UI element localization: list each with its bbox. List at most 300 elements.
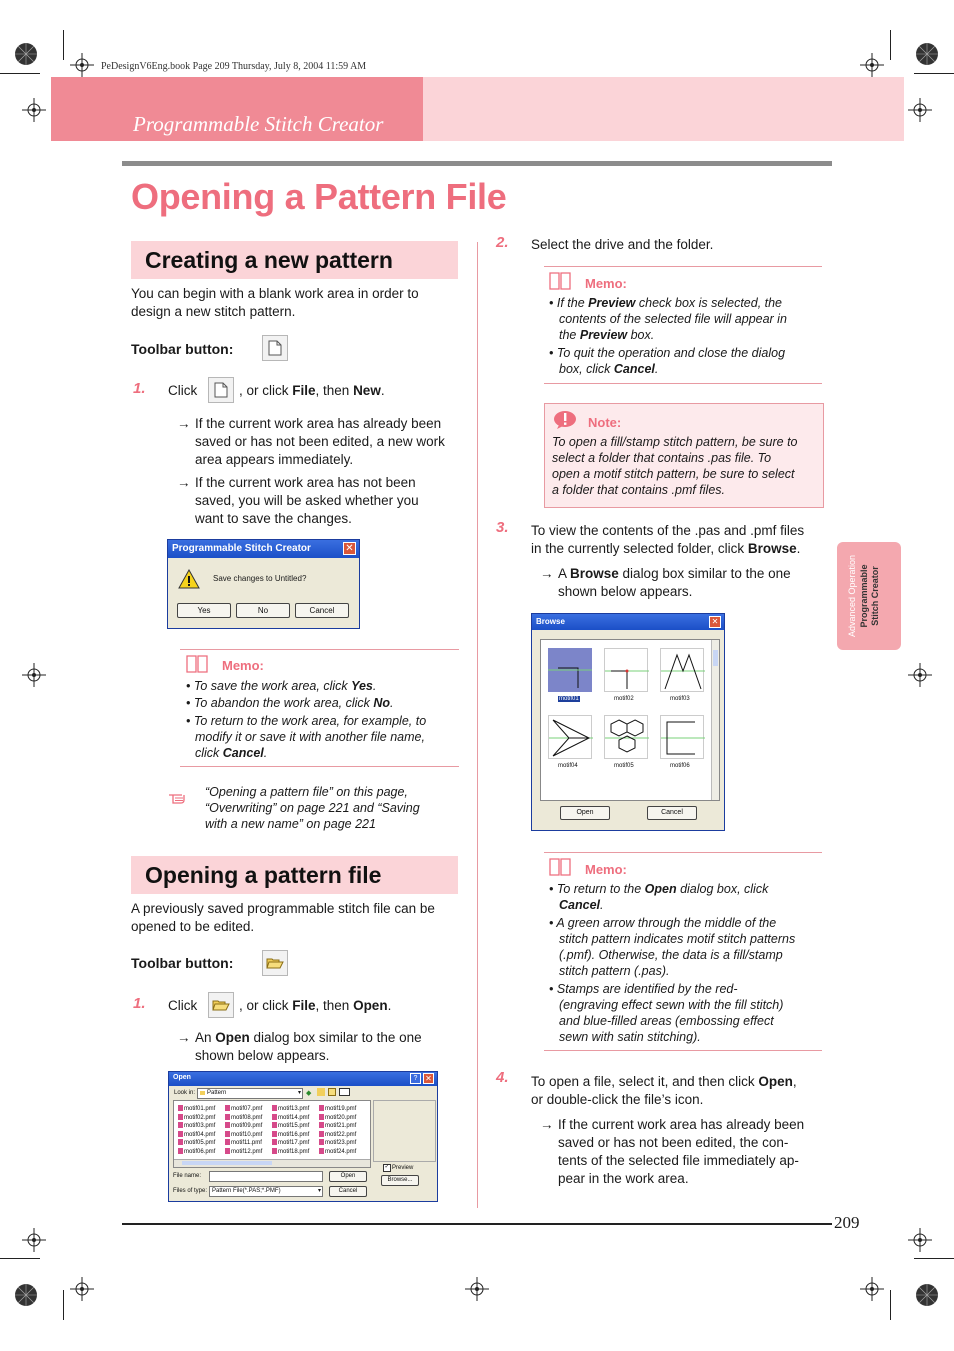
file-name: motif12.pmf [231, 1148, 263, 1155]
crosshair-mark-icon [22, 1228, 46, 1252]
memo-box [544, 266, 822, 384]
file-item[interactable] [319, 1122, 356, 1130]
look-in-select[interactable] [197, 1088, 303, 1099]
thumbnail-label: motif04 [558, 763, 578, 769]
print-info: PeDesignV6Eng.book Page 209 Thursday, July 8, 2004 11:59 AM [101, 61, 367, 72]
result-line: If the current work area has already been [195, 416, 442, 431]
file-name: motif06.pmf [184, 1148, 216, 1155]
open-folder-icon [212, 998, 230, 1012]
files-of-type-value: Pattern File(*.PAS;*.PMF) [212, 1188, 281, 1194]
file-item[interactable] [178, 1131, 215, 1139]
file-name: motif14.pmf [278, 1114, 310, 1121]
file-name: motif05.pmf [184, 1140, 216, 1146]
file-name-input[interactable] [209, 1171, 323, 1182]
thumbnail-label: motif05 [614, 763, 634, 769]
text-bold: Browse [570, 566, 619, 581]
memo-item: • To quit the operation and close the dialog [549, 346, 786, 360]
file-name: motif21.pmf [325, 1123, 357, 1129]
yes-button[interactable]: Yes [177, 603, 231, 618]
open-folder-icon [266, 956, 284, 970]
view-menu-icon[interactable] [339, 1088, 350, 1096]
crosshair-mark-icon [22, 663, 46, 687]
step-number: 1. [133, 380, 146, 397]
pmf-file-icon [178, 1148, 183, 1154]
pmf-file-icon [178, 1105, 183, 1111]
dialog-message: Save changes to Untitled? [213, 574, 307, 583]
file-name: motif22.pmf [325, 1131, 357, 1138]
menu-open: Open [353, 998, 388, 1013]
arrow-icon: → [177, 475, 191, 490]
note-box [544, 403, 824, 508]
section-heading-text: Opening a pattern file [145, 862, 382, 888]
file-name: motif16.pmf [278, 1131, 310, 1138]
file-name-label: File name: [173, 1173, 202, 1179]
result-line: shown below appears. [558, 584, 693, 599]
pmf-file-icon [272, 1131, 277, 1137]
registration-disk-icon [915, 42, 939, 66]
file-item[interactable] [178, 1139, 215, 1147]
crosshair-mark-icon [908, 663, 932, 687]
memo-item-cont: sewn with satin stitching). [559, 1030, 701, 1044]
result-item [177, 1029, 467, 1067]
dialog-title: Browse [536, 617, 565, 626]
crop-line [0, 1258, 40, 1259]
result-line: pear in the work area. [558, 1171, 689, 1186]
bottom-rule [122, 1223, 832, 1225]
motif-preview-icon [661, 716, 705, 760]
file-item[interactable] [272, 1148, 309, 1156]
file-name: motif04.pmf [184, 1131, 216, 1138]
page-title: Opening a Pattern File [131, 176, 507, 217]
back-icon[interactable]: ◆ [306, 1090, 312, 1097]
new-file-button-inline[interactable] [208, 377, 234, 403]
text-run: To save the work area, click [193, 679, 352, 693]
open-file-button[interactable] [262, 950, 288, 976]
file-item[interactable] [225, 1114, 262, 1122]
horizontal-scrollbar[interactable] [174, 1159, 370, 1167]
files-of-type-label: Files of type: [173, 1188, 208, 1194]
step-text [168, 382, 197, 400]
text-run: Stamps are identified by the red- [556, 982, 738, 996]
memo-title: Memo: [222, 658, 264, 673]
memo-item-cont [559, 897, 603, 913]
text-run: . [387, 998, 392, 1013]
file-name: motif15.pmf [278, 1123, 310, 1129]
text-run: in the currently selected folder, click [531, 540, 748, 556]
note-line: open a motif stitch pattern, be sure to select [552, 467, 795, 481]
note-title: Note: [588, 415, 622, 430]
file-item[interactable] [319, 1105, 356, 1113]
arrow-icon: → [540, 566, 554, 581]
file-item[interactable] [272, 1122, 309, 1130]
crosshair-mark-icon [22, 98, 46, 122]
step-line: or double-click the file’s icon. [531, 1091, 704, 1107]
step-text: Select the drive and the folder. [531, 237, 714, 252]
text-bold: Cancel [559, 898, 600, 912]
text-run: the [559, 328, 580, 342]
memo-box [544, 852, 822, 1051]
look-in-label: Look in: [174, 1090, 196, 1096]
pmf-file-icon [319, 1148, 324, 1154]
file-item[interactable] [178, 1148, 215, 1156]
close-icon[interactable]: ✕ [423, 1073, 434, 1084]
file-name: motif13.pmf [278, 1106, 310, 1112]
column-divider [477, 242, 478, 1208]
file-item[interactable] [272, 1105, 309, 1113]
memo-item-cont: stitch pattern (.pas). [559, 964, 670, 978]
pmf-file-icon [225, 1122, 230, 1128]
step-number: 4. [496, 1069, 509, 1086]
file-name: motif23.pmf [325, 1140, 357, 1146]
cancel-button[interactable]: Cancel [295, 603, 349, 618]
file-item[interactable] [225, 1139, 262, 1147]
file-item[interactable] [225, 1105, 262, 1113]
text-run: . [390, 696, 394, 710]
save-changes-dialog [167, 539, 360, 629]
text-run: , then [315, 998, 354, 1013]
side-tab-line1: Advanced Operation [847, 554, 857, 638]
memo-book-icon [186, 654, 208, 673]
file-name: motif02.pmf [184, 1114, 216, 1121]
crosshair-mark-icon [70, 1277, 94, 1301]
motif-preview-icon [549, 716, 593, 760]
step-number: 2. [496, 234, 509, 251]
thumbnail-motif04[interactable] [548, 715, 592, 759]
file-name: motif20.pmf [325, 1114, 357, 1121]
file-name: motif18.pmf [278, 1148, 310, 1155]
dialog-titlebar [532, 614, 724, 630]
note-line: select a folder that contains .pas file. To [552, 451, 772, 465]
text-run: box, click [559, 362, 614, 376]
step-text-rest [239, 382, 385, 400]
up-folder-icon[interactable] [317, 1088, 325, 1096]
step-text [531, 1073, 797, 1108]
memo-title: Memo: [585, 862, 627, 877]
text-run: click [195, 746, 223, 760]
intro-text [131, 285, 461, 320]
pointing-hand-icon [168, 787, 190, 807]
memo-item-cont [559, 361, 658, 377]
thumbnail-list[interactable] [540, 639, 720, 801]
file-name: motif11.pmf [231, 1140, 262, 1146]
toolbar-label: Toolbar button: [131, 341, 234, 357]
result-line: shown below appears. [195, 1048, 330, 1063]
motif-preview-icon [605, 649, 649, 693]
text-run: . [263, 746, 268, 760]
result-line: tents of the selected file immediately ap- [558, 1153, 799, 1168]
file-item[interactable] [272, 1131, 309, 1139]
pmf-file-icon [178, 1114, 183, 1120]
text-run: An [195, 1030, 216, 1045]
crosshair-mark-icon [70, 53, 94, 77]
text-run: dialog box similar to the one [249, 1030, 422, 1045]
preview-area [373, 1100, 436, 1162]
result-line: area appears immediately. [195, 452, 354, 467]
new-folder-icon[interactable] [328, 1088, 336, 1096]
files-of-type-select[interactable] [209, 1186, 323, 1197]
pmf-file-icon [319, 1131, 324, 1137]
dialog-titlebar [169, 1072, 437, 1086]
registration-disk-icon [14, 42, 38, 66]
reference-line: “Overwriting” on page 221 and “Saving [205, 801, 420, 815]
intro-text [131, 900, 461, 935]
section-heading-text: Creating a new pattern [145, 247, 393, 273]
open-dialog [168, 1071, 438, 1202]
pmf-file-icon [319, 1114, 324, 1120]
file-list[interactable] [173, 1100, 371, 1168]
memo-item-cont: (.pmf). Otherwise, the data is a fill/stamp [559, 948, 783, 962]
file-item[interactable] [178, 1105, 215, 1113]
crop-line [63, 30, 64, 60]
header-band-light [423, 77, 904, 141]
text-run: box. [627, 328, 655, 342]
memo-item: • Stamps are identified by the red- [549, 982, 738, 996]
preview-checkbox[interactable]: ✓ [384, 1164, 390, 1170]
note-line: a folder that contains .pmf files. [552, 483, 726, 497]
memo-item: • To return to the Open dialog box, click [549, 882, 769, 896]
pmf-file-icon [319, 1139, 324, 1145]
intro-line: design a new stitch pattern. [131, 303, 296, 319]
file-name: motif07.pmf [231, 1106, 263, 1112]
close-icon[interactable]: ✕ [709, 616, 721, 628]
intro-line: A previously saved programmable stitch file can be [131, 901, 435, 916]
page-number: 209 [834, 1213, 860, 1232]
result-item [177, 474, 467, 530]
file-item[interactable] [272, 1139, 309, 1147]
pmf-file-icon [225, 1114, 230, 1120]
file-item[interactable] [225, 1148, 262, 1156]
crop-line [0, 73, 40, 74]
file-item[interactable] [319, 1139, 356, 1147]
text-run: If the [556, 296, 589, 310]
crosshair-mark-icon [908, 98, 932, 122]
side-tab-line3: Stitch Creator [870, 566, 880, 626]
memo-item-cont: (engraving effect sewn with the fill stitch) [559, 998, 784, 1012]
dropdown-arrow-icon: ▾ [317, 1188, 321, 1194]
dialog-titlebar [168, 540, 359, 558]
dialog-title: Programmable Stitch Creator [172, 543, 311, 554]
browse-button[interactable]: Browse... [381, 1175, 419, 1186]
open-file-button-inline[interactable] [208, 992, 234, 1018]
crosshair-mark-icon [860, 1277, 884, 1301]
open-button[interactable]: Open [329, 1171, 367, 1182]
menu-file: File [292, 998, 316, 1013]
crosshair-mark-icon [908, 1228, 932, 1252]
memo-item-cont: stitch pattern indicates motif stitch patterns [559, 932, 796, 946]
file-name: motif09.pmf [231, 1123, 263, 1129]
menu-new: New [353, 383, 381, 398]
new-document-icon [214, 382, 228, 398]
text-run: . [654, 362, 659, 376]
memo-box [180, 649, 459, 767]
pmf-file-icon [272, 1122, 277, 1128]
new-document-icon [268, 340, 282, 356]
crop-line [890, 30, 891, 60]
warning-icon [178, 569, 200, 589]
top-rule [122, 161, 832, 166]
text-run: . [372, 679, 377, 693]
file-name: motif24.pmf [325, 1148, 357, 1155]
pmf-file-icon [178, 1122, 183, 1128]
file-name: motif19.pmf [325, 1106, 357, 1112]
text-bold: Yes [351, 679, 373, 693]
text-bold: Preview [579, 328, 628, 342]
crosshair-mark-icon [465, 1277, 489, 1301]
result-line [558, 565, 791, 583]
note-text [552, 434, 798, 498]
arrow-icon: → [177, 416, 191, 431]
text-run: To return to the [556, 882, 645, 896]
pmf-file-icon [272, 1105, 277, 1111]
cancel-button[interactable]: Cancel [329, 1186, 367, 1197]
side-tab-line2: Programmable [859, 564, 869, 628]
text-run: dialog box similar to the one [618, 566, 791, 581]
memo-item-cont [559, 327, 654, 343]
file-name: motif01.pmf [184, 1106, 216, 1112]
text-bold: Open [644, 882, 677, 896]
crop-line [914, 73, 954, 74]
pmf-file-icon [319, 1122, 324, 1128]
cancel-button[interactable]: Cancel [647, 806, 697, 820]
memo-title: Memo: [585, 276, 627, 291]
thumbnail-label: motif02 [614, 696, 634, 702]
text-run: check box is selected, the [635, 296, 783, 310]
look-in-value: Pattern [207, 1090, 227, 1096]
note-alert-icon [553, 410, 577, 430]
note-line: To open a fill/stamp stitch pattern, be sure to [552, 435, 798, 449]
crop-line [890, 1290, 891, 1320]
file-item[interactable] [319, 1148, 356, 1156]
motif-preview-icon [661, 649, 705, 693]
text-bold: Open [215, 1030, 250, 1045]
result-line: want to save the changes. [195, 511, 352, 526]
scrollbar-thumb[interactable] [182, 1161, 272, 1165]
file-item[interactable] [272, 1114, 309, 1122]
folder-icon [200, 1091, 205, 1095]
text-run: , [792, 1074, 797, 1089]
thumbnail-motif03[interactable] [660, 648, 704, 692]
pmf-file-icon [225, 1105, 230, 1111]
thumbnail-motif02[interactable] [604, 648, 648, 692]
file-item[interactable] [225, 1122, 262, 1130]
file-name: motif08.pmf [231, 1114, 263, 1121]
section-heading-creating [131, 241, 458, 279]
result-item [540, 565, 825, 603]
thumbnail-label: motif03 [670, 696, 690, 702]
result-item [540, 1116, 830, 1192]
pmf-file-icon [272, 1114, 277, 1120]
memo-item: • If the Preview check box is selected, the [549, 296, 783, 310]
file-item[interactable] [319, 1131, 356, 1139]
arrow-icon: → [540, 1117, 554, 1132]
text-bold: No [373, 696, 391, 710]
step-line [531, 1073, 797, 1091]
pmf-file-icon [225, 1131, 230, 1137]
step-text [531, 522, 804, 557]
pmf-file-icon [272, 1148, 277, 1154]
step-click: Click [168, 383, 198, 398]
file-item[interactable] [178, 1114, 215, 1122]
scrollbar-thumb[interactable] [713, 650, 718, 666]
thumbnail-motif05[interactable] [604, 715, 648, 759]
file-item[interactable] [319, 1114, 356, 1122]
close-icon[interactable]: ✕ [343, 542, 356, 555]
memo-item-cont [195, 745, 267, 761]
vertical-scrollbar[interactable] [711, 640, 719, 800]
text-run: , then [315, 383, 354, 398]
browse-dialog [531, 613, 725, 831]
memo-item-cont: modify it or save it with another file name, [195, 730, 425, 744]
intro-line: You can begin with a blank work area in order to [131, 286, 419, 301]
file-item[interactable] [178, 1122, 215, 1130]
text-bold: Cancel [613, 362, 655, 376]
file-name: motif17.pmf [278, 1140, 310, 1146]
result-line [195, 1029, 422, 1047]
pmf-file-icon [272, 1139, 277, 1145]
text-bold: Preview [588, 296, 636, 310]
result-line: saved or has not been edited, the con- [558, 1135, 789, 1150]
side-tab [837, 542, 901, 650]
result-line: If the current work area has not been [195, 475, 416, 490]
text-run: , or click [239, 383, 293, 398]
result-line: saved, you will be asked whether you [195, 493, 419, 508]
text-bold: Cancel [222, 746, 264, 760]
open-button[interactable]: Open [560, 806, 610, 820]
text-run: , or click [239, 998, 293, 1013]
thumbnail-motif01[interactable] [548, 648, 592, 692]
result-line: saved or has not been edited, a new work [195, 434, 445, 449]
memo-item: • To save the work area, click Yes. [186, 679, 377, 693]
step-line [531, 540, 804, 558]
step-line: To view the contents of the .pas and .pmf files [531, 523, 805, 538]
text-bold: Open [758, 1074, 793, 1089]
memo-item: • To abandon the work area, click No. [186, 696, 394, 710]
dialog-title: Open [173, 1074, 191, 1081]
text-run: To open a file, select it, and then click [531, 1074, 759, 1089]
registration-disk-icon [14, 1283, 38, 1307]
memo-item: • To return to the work area, for example, to [186, 714, 427, 728]
step-number: 1. [133, 995, 146, 1012]
text-bold: Browse [747, 540, 797, 556]
step-click: Click [168, 998, 198, 1013]
memo-book-icon [549, 271, 571, 290]
pmf-file-icon [225, 1139, 230, 1145]
intro-line: opened to be edited. [131, 918, 255, 934]
step-number: 3. [496, 519, 509, 536]
preview-label: Preview [392, 1165, 414, 1171]
crop-line [63, 1290, 64, 1320]
toolbar-label: Toolbar button: [131, 955, 234, 971]
pmf-file-icon [178, 1139, 183, 1145]
registration-disk-icon [915, 1283, 939, 1307]
no-button[interactable]: No [236, 603, 290, 618]
text-run: A [558, 566, 571, 581]
thumbnail-motif06[interactable] [660, 715, 704, 759]
help-icon[interactable]: ? [410, 1073, 421, 1084]
motif-preview-icon [605, 716, 649, 760]
text-run: To return to the work area, for example, to [193, 714, 427, 728]
text-run: . [600, 898, 604, 912]
memo-item-cont: and blue-filled areas (embossing effect [559, 1014, 774, 1028]
file-name: motif10.pmf [231, 1131, 263, 1138]
motif-preview-icon [548, 648, 592, 692]
menu-file: File [292, 383, 316, 398]
reference-line: “Opening a pattern file” on this page, [205, 785, 408, 799]
text-run: . [796, 540, 801, 556]
file-item[interactable] [225, 1131, 262, 1139]
new-file-button[interactable] [262, 335, 288, 361]
text-run: To abandon the work area, click [193, 696, 374, 710]
